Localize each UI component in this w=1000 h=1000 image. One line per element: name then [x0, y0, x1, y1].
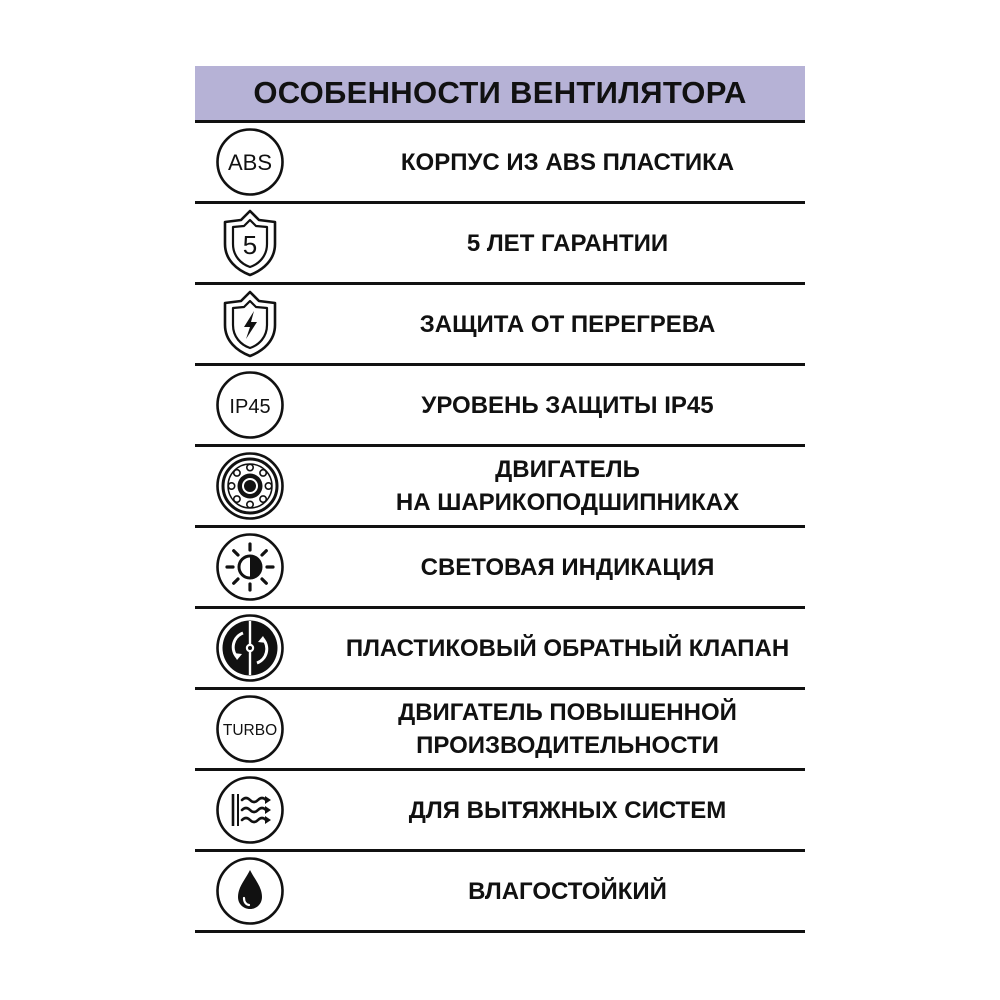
features-card	[195, 66, 805, 933]
lightning-shield-icon	[215, 289, 285, 359]
svg-text:TURBO: TURBO	[222, 722, 278, 739]
svg-text:IP45: IP45	[229, 396, 271, 418]
check-valve-icon	[215, 613, 285, 683]
feature-label: УРОВЕНЬ ЗАЩИТЫ IP45	[421, 391, 714, 419]
page-title: ОСОБЕННОСТИ ВЕНТИЛЯТОРА	[253, 75, 747, 110]
abs-icon	[215, 127, 285, 197]
warranty-shield-icon	[215, 208, 285, 278]
svg-text:ABS: ABS	[227, 150, 273, 175]
feature-row-warranty	[195, 204, 805, 285]
feature-label: ДЛЯ ВЫТЯЖНЫХ СИСТЕМ	[408, 796, 727, 824]
turbo-icon	[215, 694, 285, 764]
exhaust-airflow-icon	[215, 775, 285, 845]
feature-row-moisture	[195, 852, 805, 933]
feature-label: СВЕТОВАЯ ИНДИКАЦИЯ	[420, 553, 715, 581]
feature-label: ПЛАСТИКОВЫЙ ОБРАТНЫЙ КЛАПАН	[345, 634, 790, 662]
feature-label: КОРПУС ИЗ ABS ПЛАСТИКА	[400, 148, 735, 176]
svg-text:5: 5	[242, 230, 258, 260]
header-bar	[195, 66, 805, 123]
feature-label: ДВИГАТЕЛЬ ПОВЫШЕННОЙ ПРОИЗВОДИТЕЛЬНОСТИ	[398, 699, 737, 759]
feature-row-ip45	[195, 366, 805, 447]
feature-label: ДВИГАТЕЛЬ НА ШАРИКОПОДШИПНИКАХ	[395, 456, 740, 516]
feature-row-overheat	[195, 285, 805, 366]
feature-row-abs	[195, 123, 805, 204]
feature-row-turbo	[195, 690, 805, 771]
feature-label: 5 ЛЕТ ГАРАНТИИ	[466, 229, 669, 257]
ip45-icon	[215, 370, 285, 440]
feature-row-valve	[195, 609, 805, 690]
ball-bearing-icon	[215, 451, 285, 521]
light-indicator-icon	[215, 532, 285, 602]
feature-row-light	[195, 528, 805, 609]
feature-row-exhaust	[195, 771, 805, 852]
feature-label: ЗАЩИТА ОТ ПЕРЕГРЕВА	[419, 310, 716, 338]
feature-label: ВЛАГОСТОЙКИЙ	[468, 877, 667, 905]
water-drop-icon	[215, 856, 285, 926]
feature-row-bearing	[195, 447, 805, 528]
